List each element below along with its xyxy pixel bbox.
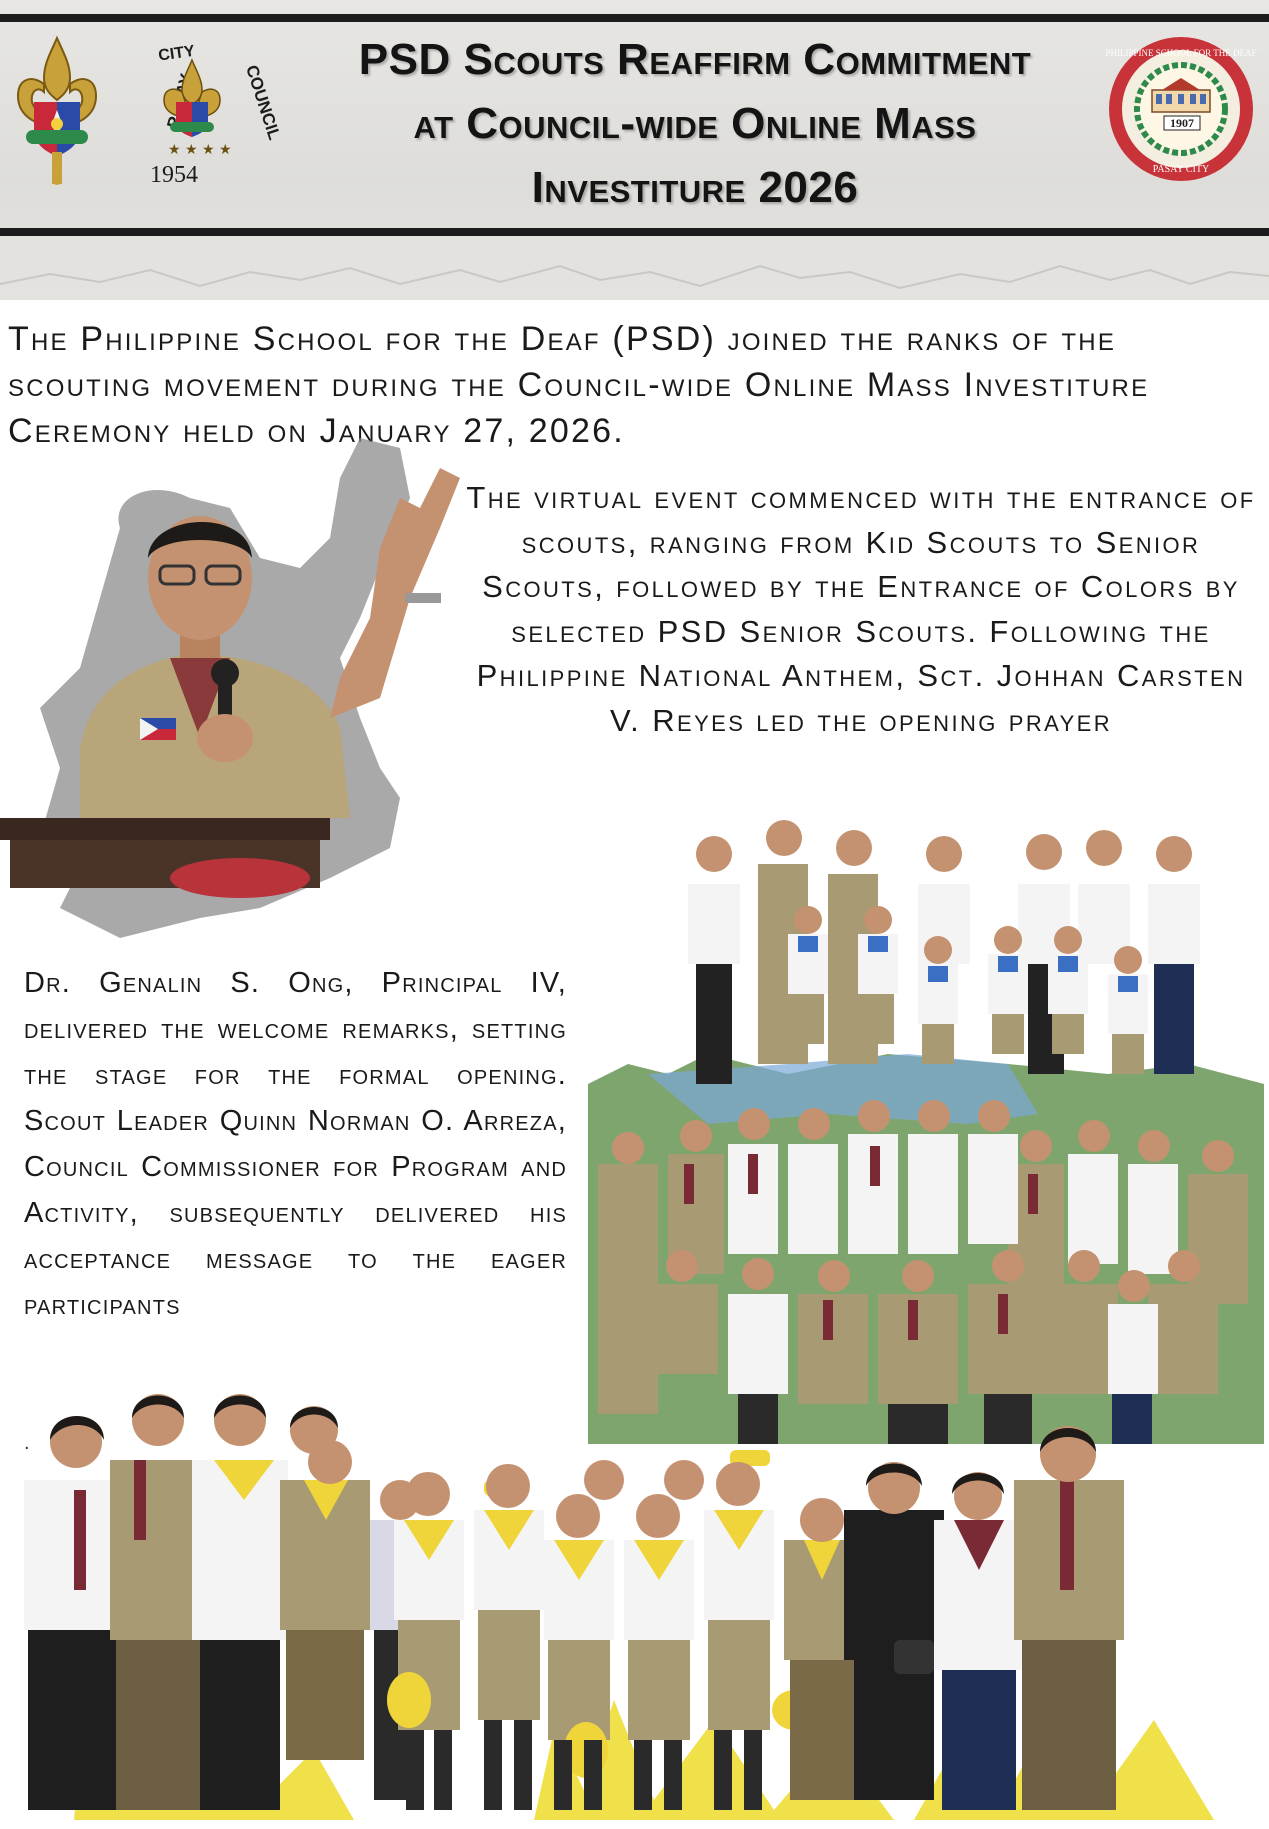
page-title xyxy=(270,28,1120,220)
svg-text:COUNCIL: COUNCIL xyxy=(242,62,285,143)
group-photo-psd-scouts xyxy=(14,1370,1264,1820)
title-line-1: PSD Scouts Reaffirm Commitment xyxy=(358,35,1032,84)
top-rule xyxy=(0,14,1269,22)
stray-mark: . xyxy=(24,1432,30,1454)
svg-text:PHILIPPINE SCHOOL FOR THE DEAF: PHILIPPINE SCHOOL FOR THE DEAF xyxy=(1105,48,1257,58)
svg-text:PASAY CITY: PASAY CITY xyxy=(1152,164,1210,175)
kids-center xyxy=(387,1450,816,1810)
seal-year: 1907 xyxy=(1170,116,1194,130)
title-line-2: at Council-wide Online Mass xyxy=(413,99,977,148)
scout-emblem-logo xyxy=(12,34,102,184)
adults-left xyxy=(24,1394,430,1810)
group-photo-council xyxy=(588,824,1264,1464)
intro-paragraph: The Philippine School for the Deaf (PSD) joined the ranks of the scouting movement during the Council-wide Online Mass Investiture Ceremony held on January 27, 2026. xyxy=(8,320,1150,450)
adults-right xyxy=(784,1426,1124,1810)
event-paragraph: The virtual event commenced with the entrance of scouts, ranging from Kid Scouts to Senior Scouts, followed by the Entrance of Colors by selected PSD Senior Scouts. Following the Philippine National Anthem, Sct. Johhan Carsten V. Reyes led the opening prayer xyxy=(466,480,1256,738)
top-row-people xyxy=(688,820,1200,1084)
psd-school-seal-logo xyxy=(1106,34,1256,184)
remarks-paragraph: Dr. Genalin S. Ong, Principal IV, delivered the welcome remarks, setting the stage for the formal opening. Scout Leader Quinn Norman O. Arreza, Council Commissioner for Program and Activity, subsequently delivered his acceptance message to the eager participants xyxy=(24,967,567,1321)
svg-text:CITY: CITY xyxy=(157,42,196,65)
torn-paper-edge xyxy=(0,236,1269,316)
speaker-photo xyxy=(0,438,470,948)
council-year: 1954 xyxy=(150,162,198,188)
title-line-3: Investiture 2026 xyxy=(531,163,859,212)
bottom-rule xyxy=(0,228,1269,236)
pasay-city-council-logo xyxy=(132,30,285,188)
svg-text:★ ★ ★ ★: ★ ★ ★ ★ xyxy=(168,142,232,158)
